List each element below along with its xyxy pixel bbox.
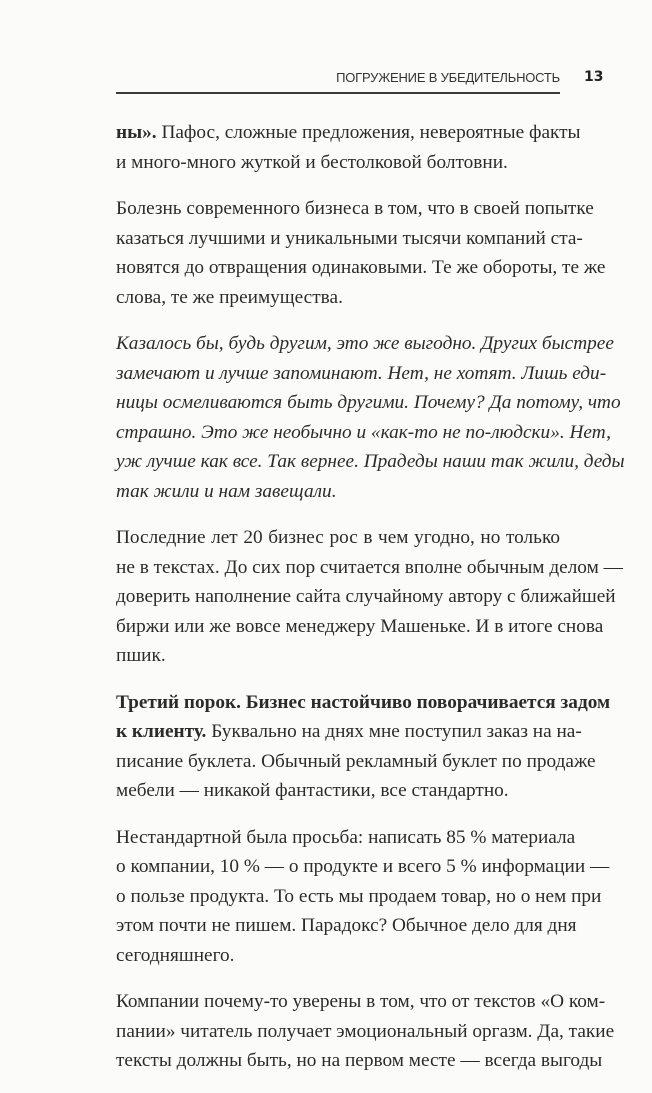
text-line: пании» читатель получает эмоциональный оргазм. Да, такие [116,1020,615,1042]
text-line: Нестандартной была просьба: написать 85 % материала [116,826,576,848]
text-line: замечают и лучше запоминают. Нет, не хотят. Лишь еди- [116,362,607,384]
paragraph-7 [116,987,615,1076]
bold-lead: ны». [116,122,157,143]
text-line: писание буклета. Обычный рекламный буклет по продаже [116,750,596,772]
page-number: 13 [584,69,604,85]
text-line: уж лучше как все. Так вернее. Прадеды наши так жили, деды [116,451,625,472]
text-line: тексты должны быть, но на первом месте — всегда выгоды [116,1050,603,1071]
text-line: Последние лет 20 бизнес рос в чем угодно, но только [116,527,560,548]
text-line: казаться лучшими и уникальными тысячи компаний ста- [116,227,583,249]
running-title: ПОГРУЖЕНИЕ В УБЕДИТЕЛЬНОСТЬ [336,70,560,85]
text-line: и много-много жуткой и бестолковой болтовни. [116,151,508,173]
text-line: сегодняшнего. [116,944,235,966]
paragraph-2 [116,194,606,312]
paragraph-5 [116,688,611,806]
text-line: ницы осмеливаются быть другими. Почему? Да потому, что [116,392,621,413]
text-line: новятся до отвращения одинаковыми. Те же обороты, те же [116,257,606,278]
text-line: Казалось бы, будь другим, это же выгодно. Других быстрее [116,333,614,354]
paragraph-3-italic [116,329,625,506]
paragraph-4 [116,523,623,671]
text-line: о компании, 10 % — о продукте и всего 5 % информации — [116,856,610,877]
bold-heading-line: Третий порок. Бизнес настойчиво поворачивается задом [116,691,611,713]
text-line: пшик. [116,645,166,666]
page-body [116,118,625,1093]
text-line: Компании почему-то уверены в том, что от текстов «О ком- [116,991,606,1012]
text-line: доверить наполнение сайта случайному автору с ближайшей [116,586,616,607]
text-line: этом почти не пишем. Парадокс? Обычное дело для дня [116,915,577,936]
text-line: о пользе продукта. То есть мы продаем товар, но о нем при [116,885,602,907]
header-rule [116,92,560,94]
paragraph-1 [116,118,581,177]
text-line: биржи или же вовсе менеджеру Машеньке. И в итоге снова [116,615,604,637]
text-line: мебели — никакой фантастики, все стандартно. [116,780,509,801]
text-line: страшно. Это же необычно и «как-то не по-людски». Нет, [116,421,611,443]
text-line: Буквально на днях мне поступил заказ на на- [206,721,582,742]
text-line: Болезнь современного бизнеса в том, что в своей попытке [116,198,594,219]
text-line: не в текстах. До сих пор считается вполне обычным делом — [116,556,623,578]
paragraph-6 [116,823,610,971]
bold-heading-end: к клиенту. [116,721,207,742]
text-line: Пафос, сложные предложения, невероятные факты [156,122,581,143]
text-line: слова, те же преимущества. [116,286,343,308]
text-line: так жили и нам завещали. [116,480,337,502]
